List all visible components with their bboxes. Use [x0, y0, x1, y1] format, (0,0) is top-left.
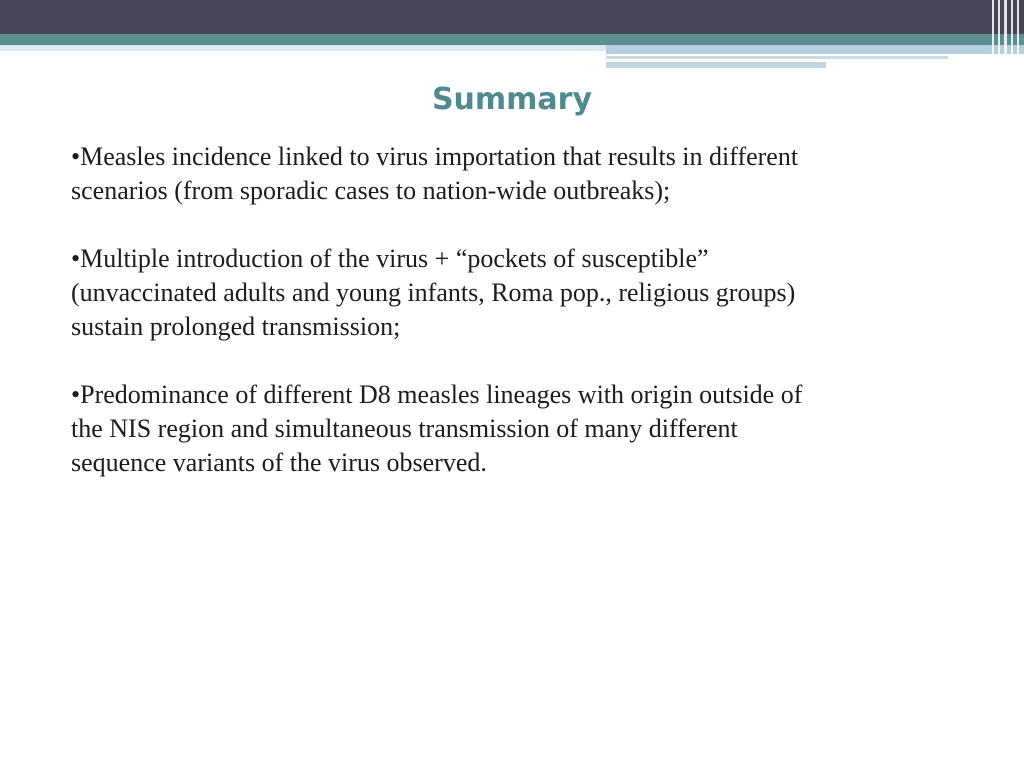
header-band-light [0, 45, 606, 51]
bullet-item [71, 242, 967, 344]
header-band-line [606, 56, 948, 59]
header-band-lower [606, 62, 826, 68]
bullet-marker: • [71, 244, 81, 273]
slide-title: Summary [431, 82, 593, 117]
header-band-accent [606, 45, 1024, 54]
bullet-marker: • [71, 380, 81, 409]
bullet-item [71, 140, 967, 208]
bullet-text: Measles incidence linked to virus importation that results in different scenarios (from sporadic cases to nation-wide outbreaks); [71, 142, 799, 205]
bullet-marker: • [71, 142, 81, 171]
bullet-item [71, 378, 967, 480]
bullet-list [71, 140, 967, 514]
header-band-teal [0, 34, 1024, 45]
bullet-text: Multiple introduction of the virus + “pockets of susceptible” (unvaccinated adults and young infants, Roma pop., religious groups) sustain prolonged transmission; [71, 244, 796, 341]
header-band-dark [0, 0, 1024, 34]
header-edge-stripes [990, 0, 1024, 68]
bullet-text: Predominance of different D8 measles lineages with origin outside of the NIS region and simultaneous transmission of many different sequence variants of the virus observed. [71, 380, 803, 477]
